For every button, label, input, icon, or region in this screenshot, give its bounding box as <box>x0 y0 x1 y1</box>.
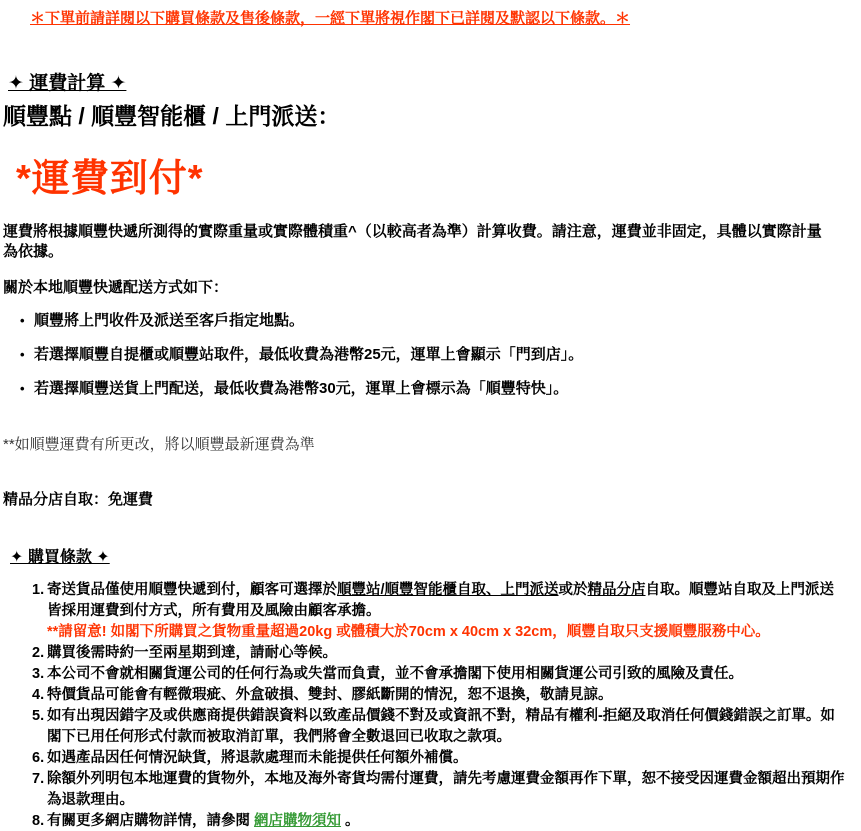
bullet-icon: • <box>20 313 25 328</box>
delivery-method-list <box>0 311 861 399</box>
term-number: 8. <box>32 813 45 829</box>
term-1-segment: 寄送貨品僅使用順豐快遞到付，顧客可選擇於 <box>47 582 337 598</box>
delivery-method-text: 若選擇順豐自提櫃或順豐站取件，最低收費為港幣25元，運單上會顯示「門到店」。 <box>34 346 584 363</box>
term-1-underlined-delivery-options: 順豐站/順豐智能櫃自取、上門派送 <box>337 582 559 598</box>
term-number: 5. <box>32 708 45 724</box>
term-8-segment: 有關更多網店購物詳情，請參閱 <box>47 813 255 829</box>
term-text: 除額外列明包本地運費的貨物外，本地及海外寄貨均需付運費，請先考慮運費金額再作下單，恕不接受因運費金額超出預期作為退款理由。 <box>47 771 845 808</box>
term-text: 特價貨品可能會有輕微瑕疵、外盒破損、雙封、膠紙斷開的情況，恕不退換，敬請見諒。 <box>47 687 613 703</box>
term-text: 如遇產品因任何情況缺貨，將退款處理而未能提供任何額外補償。 <box>47 750 468 766</box>
term-item-5 <box>0 706 861 748</box>
term-number: 6. <box>32 750 45 766</box>
bullet-icon: • <box>20 347 25 362</box>
shipping-fee-intro: 運費將根據順豐快遞所測得的實際重量或實際體積重^（以較高者為準）計算收費。請注意，運費並非固定，具體以實際計量為依據。 <box>3 223 822 260</box>
term-1-segment: 或於 <box>558 582 588 598</box>
term-text <box>47 811 861 831</box>
delivery-methods-intro: 關於本地順豐快遞配送方式如下： <box>3 279 229 296</box>
term-item-7 <box>0 769 861 811</box>
term-item-3 <box>0 664 861 685</box>
term-item-4 <box>0 685 861 706</box>
delivery-method-text: 若選擇順豐送貨上門配送，最低收費為港幣30元，運單上會標示為「順豐特快」。 <box>34 380 569 397</box>
store-pickup-note: 精品分店自取：免運費 <box>3 491 154 508</box>
list-item <box>0 311 861 331</box>
term-number: 1. <box>32 582 45 598</box>
list-item <box>0 379 861 399</box>
term-item-8 <box>0 811 861 831</box>
term-number: 4. <box>32 687 45 703</box>
term-number: 7. <box>32 771 45 787</box>
weight-limit-warning: **請留意! 如閣下所購買之貨物重量超過20kg 或體積大於70cm x 40cm x 32cm，順豐自取只支援順豐服務中心。 <box>47 624 770 640</box>
pre-order-notice: ＊下單前請詳閱以下購買條款及售後條款，一經下單將視作閣下已詳閱及默認以下條款。＊ <box>30 10 631 27</box>
delivery-method-text: 順豐將上門收件及派送至客戶指定地點。 <box>34 312 305 329</box>
term-item-2 <box>0 643 861 664</box>
term-text: 本公司不會就相關貨運公司的任何行為或失當而負責，並不會承擔閣下使用相關貨運公司引致的風險及責任。 <box>47 666 743 682</box>
term-number: 2. <box>32 645 45 661</box>
freight-collect-banner: *運費到付* <box>16 158 204 200</box>
shipping-fee-heading: ✦ 運費計算 ✦ <box>8 73 127 94</box>
term-8-segment: 。 <box>341 813 360 829</box>
online-shop-guide-link[interactable]: 網店購物須知 <box>254 813 342 829</box>
purchase-terms-list <box>0 580 861 831</box>
fee-change-note: **如順豐運費有所更改，將以順豐最新運費為準 <box>3 436 315 453</box>
list-item <box>0 345 861 365</box>
term-text: 購買後需時約一至兩星期到達，請耐心等候。 <box>47 645 337 661</box>
term-item-1 <box>0 580 861 643</box>
term-text: 如有出現因錯字及或供應商提供錯誤資料以致產品價錢不對及或資訊不對，精品有權利-拒絕及取消任何價錢錯誤之訂單。如閣下已用任何形式付款而被取消訂單，我們將會全數退回已收取之款項。 <box>47 708 835 745</box>
term-item-6 <box>0 748 861 769</box>
term-1-underlined-store: 精品分店 <box>587 582 646 598</box>
purchase-terms-heading: ✦ 購買條款 ✦ <box>10 549 110 566</box>
term-1-segment: 自取。順豐站自取及上門派送皆採用運費到付方式，所有費用及風險由顧客承擔。 <box>47 582 835 619</box>
term-number: 3. <box>32 666 45 682</box>
bullet-icon: • <box>20 381 25 396</box>
term-text <box>47 580 861 643</box>
delivery-methods-subheading: 順豐點 / 順豐智能櫃 / 上門派送： <box>3 103 341 129</box>
